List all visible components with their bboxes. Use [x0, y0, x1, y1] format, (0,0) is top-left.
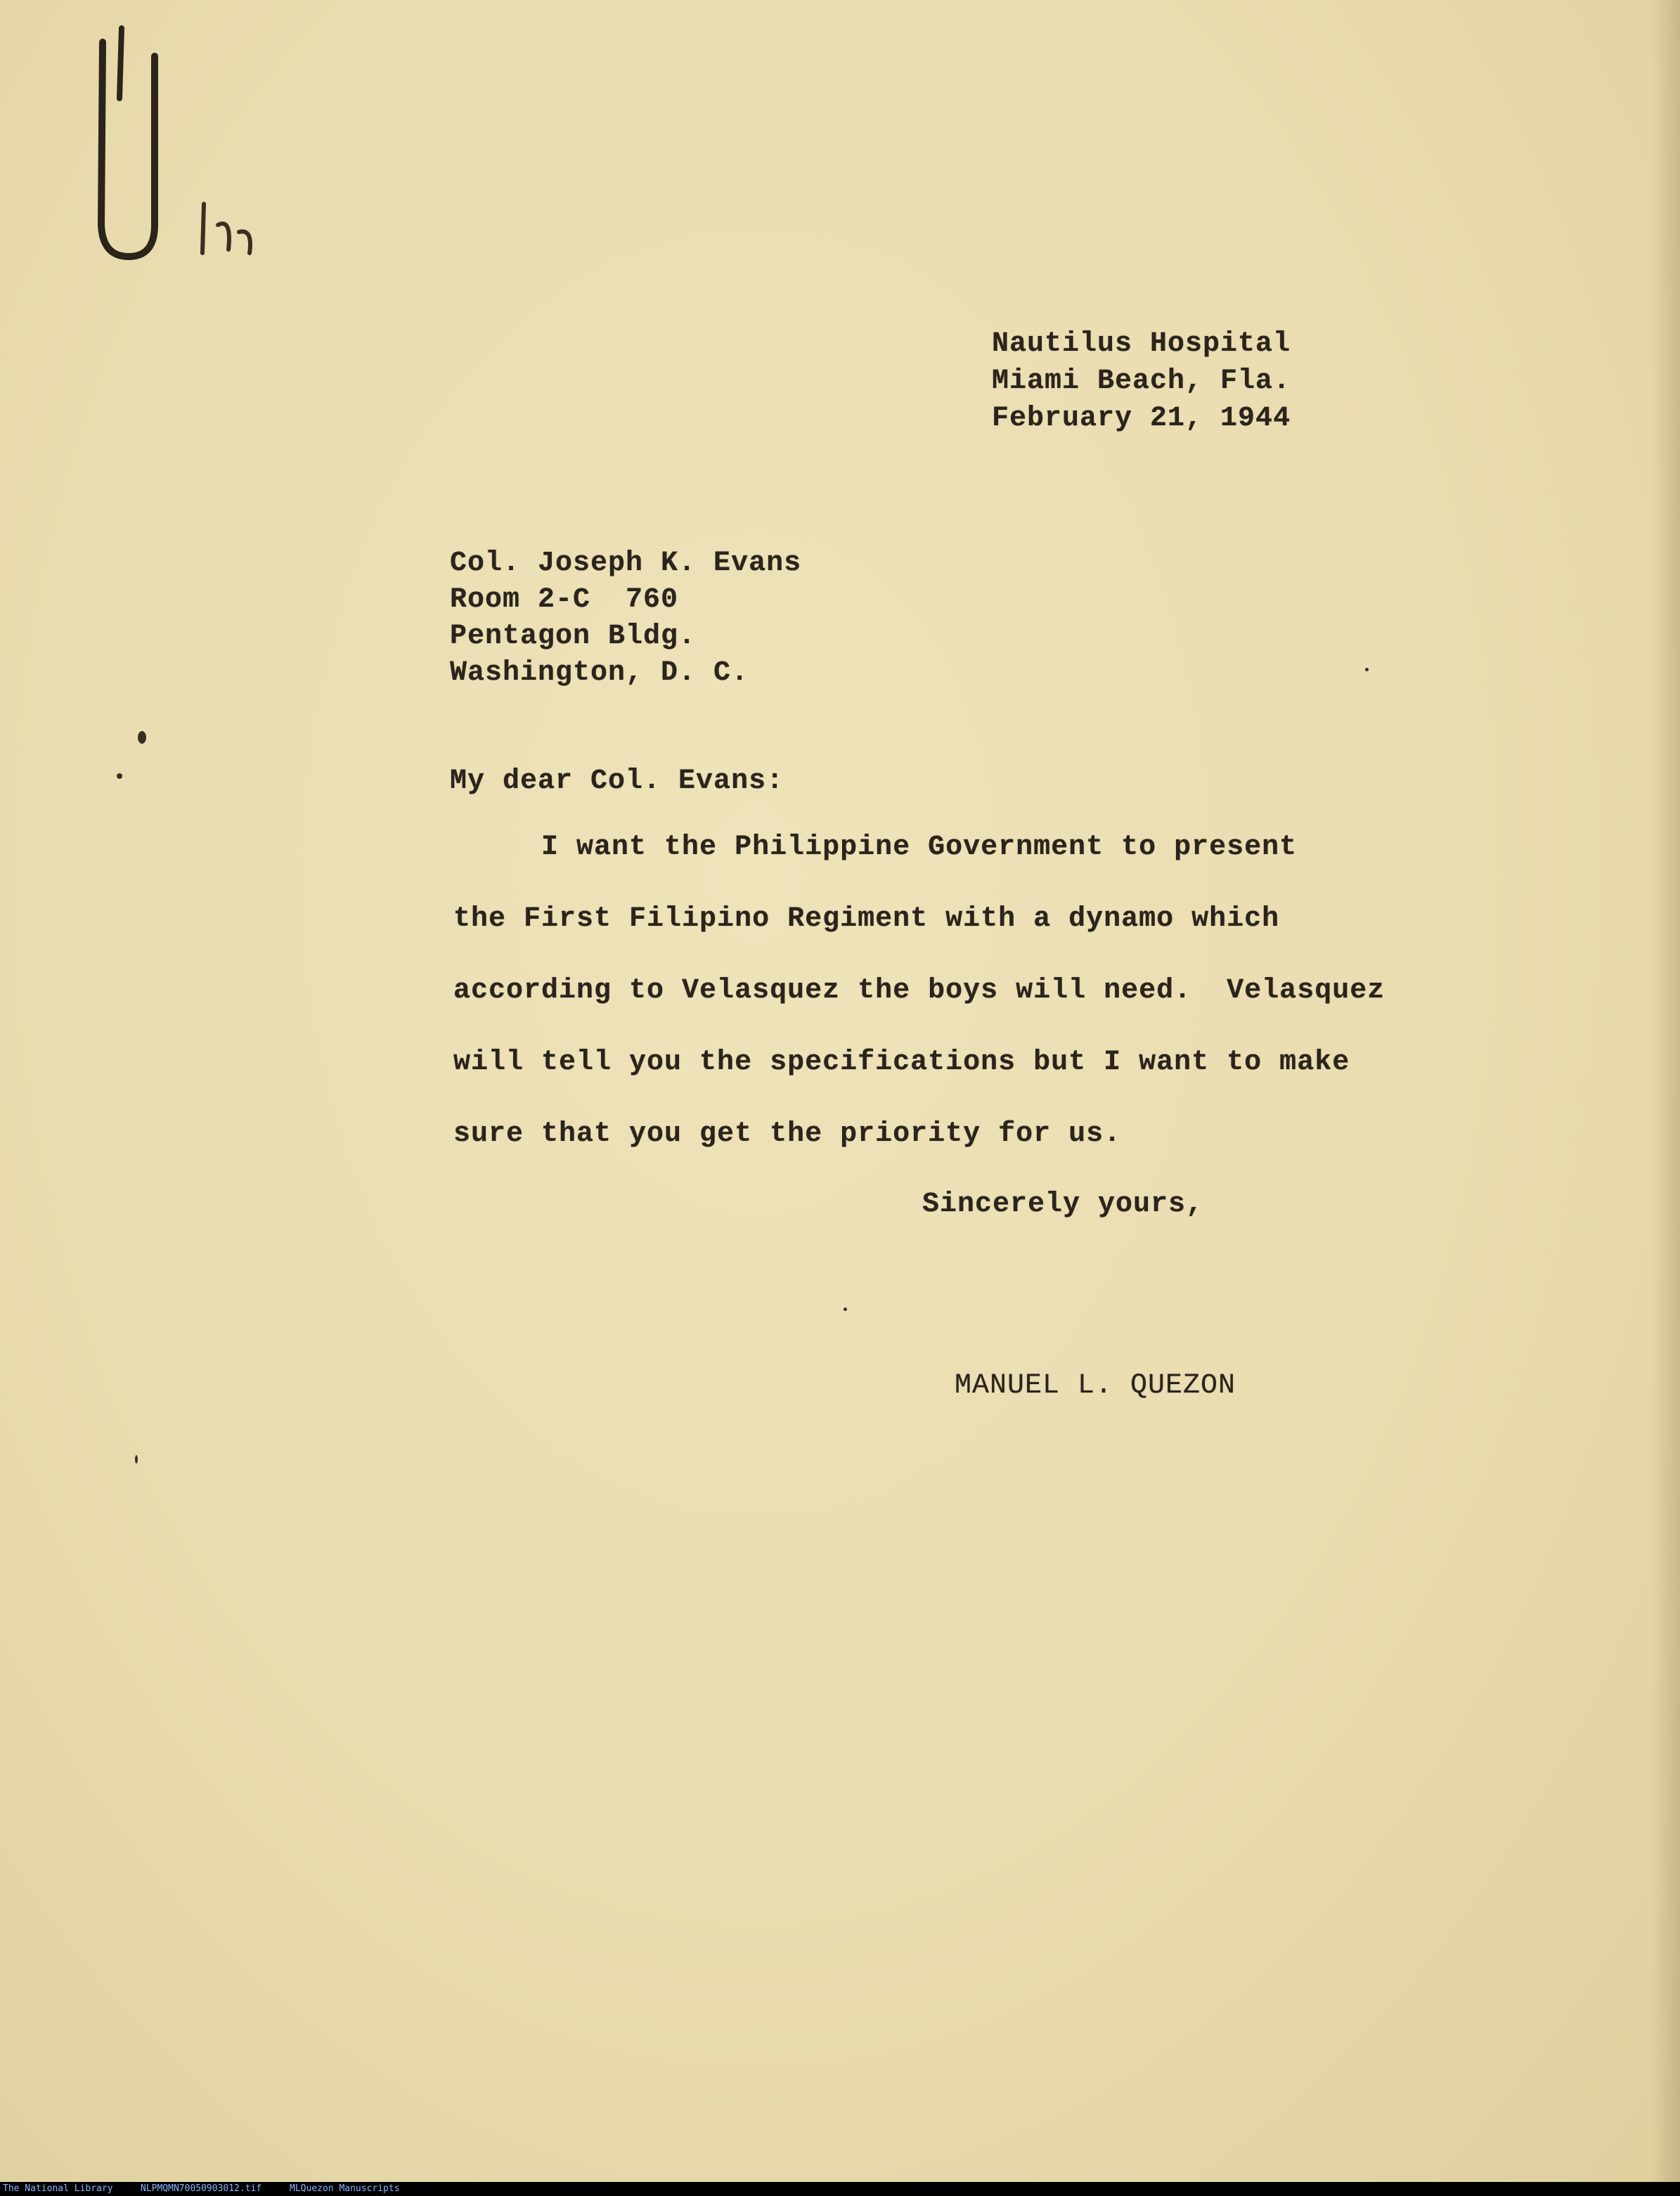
body-line: will tell you the specifications but I want to make: [453, 1047, 1350, 1078]
letter-date: February 21, 1944: [992, 403, 1291, 434]
footer-file: NLPMQMN70050903012.tif: [141, 2183, 262, 2194]
recipient-city: Washington, D. C.: [450, 657, 749, 689]
salutation: My dear Col. Evans:: [450, 766, 784, 797]
footer-collection: MLQuezon Manuscripts: [290, 2183, 400, 2194]
paper-speck: [138, 731, 146, 744]
recipient-room: Room 2-C 760: [450, 584, 679, 616]
footer-library: The National Library: [3, 2183, 113, 2194]
paper-clip-mark: [90, 14, 160, 267]
paper-speck: [844, 1307, 847, 1311]
sender-city: Miami Beach, Fla.: [992, 366, 1291, 397]
recipient-building: Pentagon Bldg.: [450, 621, 697, 652]
body-line: sure that you get the priority for us.: [453, 1118, 1122, 1150]
page-edge-shadow: [1652, 0, 1680, 2182]
body-line: the First Filipino Regiment with a dynamo which: [453, 903, 1280, 935]
signature-name: MANUEL L. QUEZON: [955, 1370, 1236, 1402]
scan-footer-bar: [0, 2182, 1680, 2196]
ink-stain-mark: [190, 190, 267, 260]
sender-hospital: Nautilus Hospital: [992, 328, 1291, 360]
closing: Sincerely yours,: [922, 1189, 1204, 1220]
paper-speck: [135, 1455, 138, 1464]
paper-speck: [1365, 668, 1369, 671]
recipient-name: Col. Joseph K. Evans: [450, 548, 802, 579]
body-line: I want the Philippine Government to present: [453, 832, 1298, 863]
body-line: according to Velasquez the boys will need. Velasquez: [453, 975, 1385, 1007]
paper-speck: [117, 773, 122, 779]
